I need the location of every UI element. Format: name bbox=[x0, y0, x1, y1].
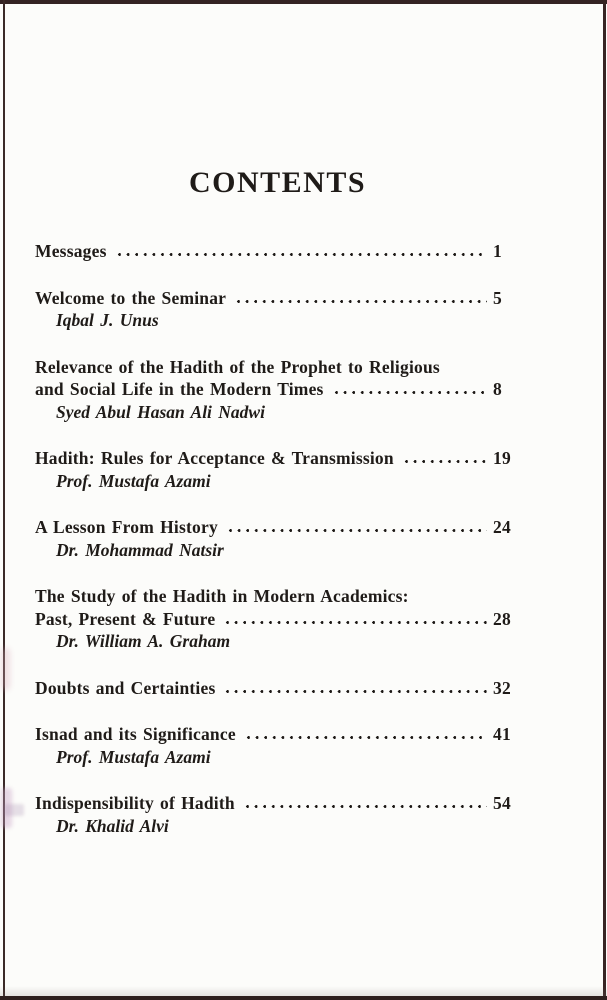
toc-entry-title-line bbox=[35, 287, 520, 310]
toc-entry-title: Hadith: Rules for Acceptance & Transmission bbox=[35, 448, 394, 468]
dotted-leader bbox=[245, 804, 487, 809]
toc-entry-author: Dr. William A. Graham bbox=[56, 631, 231, 651]
toc-entry-title-line bbox=[35, 516, 520, 539]
toc-entry-title: A Lesson From History bbox=[35, 517, 218, 537]
toc-entry-author: Dr. Mohammad Natsir bbox=[56, 539, 224, 560]
toc-entry bbox=[35, 792, 520, 837]
toc-entry-author: Prof. Mustafa Azami bbox=[56, 470, 211, 491]
page-number: 5 bbox=[493, 287, 502, 308]
page-number: 19 bbox=[493, 448, 511, 468]
toc-entry-author: Syed Abul Hasan Ali Nadwi bbox=[56, 401, 265, 422]
toc-entry-title: Messages bbox=[35, 241, 107, 261]
toc-entry bbox=[35, 677, 520, 700]
toc-entry-title-line bbox=[35, 356, 520, 379]
toc-entry-title-line bbox=[35, 585, 520, 608]
scan-artifact bbox=[4, 804, 24, 816]
toc-entry-title: The Study of the Hadith in Modern Academics: bbox=[35, 586, 409, 606]
dotted-leader bbox=[236, 299, 487, 304]
toc-entry-title: Relevance of the Hadith of the Prophet to Religious bbox=[35, 356, 440, 377]
toc-entry bbox=[35, 723, 520, 768]
dotted-leader bbox=[225, 620, 487, 625]
toc-entry-title-line bbox=[35, 608, 520, 631]
toc-entry-author: Prof. Mustafa Azami bbox=[56, 746, 211, 767]
page-number: 54 bbox=[493, 793, 511, 813]
toc-entry-title-line bbox=[35, 447, 520, 470]
dotted-leader bbox=[334, 390, 487, 395]
dotted-leader bbox=[228, 528, 487, 533]
toc-entry-author: Iqbal J. Unus bbox=[56, 310, 159, 330]
toc-entry-title-line bbox=[35, 792, 520, 815]
dotted-leader bbox=[225, 689, 487, 694]
toc-entry bbox=[35, 287, 520, 332]
toc-entry-author: Dr. Khalid Alvi bbox=[56, 815, 169, 836]
dotted-leader bbox=[246, 735, 487, 740]
page-content bbox=[35, 166, 520, 861]
toc-entry bbox=[35, 447, 520, 492]
toc-entry-title: and Social Life in the Modern Times bbox=[35, 379, 324, 399]
toc-entry-title: Isnad and its Significance bbox=[35, 724, 236, 744]
toc-entry-title: Indispensibility of Hadith bbox=[35, 793, 235, 813]
toc-entry-title-line bbox=[35, 378, 520, 401]
table-of-contents bbox=[35, 240, 520, 837]
toc-entry-title: Past, Present & Future bbox=[35, 608, 216, 629]
page-number: 32 bbox=[493, 677, 511, 698]
scan-edge-shadow bbox=[0, 986, 607, 996]
toc-entry bbox=[35, 516, 520, 561]
dotted-leader bbox=[117, 252, 487, 257]
toc-entry-title-line bbox=[35, 240, 520, 263]
page-number: 24 bbox=[493, 517, 511, 537]
toc-entry bbox=[35, 240, 520, 263]
toc-entry-title: Doubts and Certainties bbox=[35, 677, 216, 698]
scan-edge-right bbox=[603, 0, 606, 1000]
scan-edge-left bbox=[3, 0, 5, 1000]
page-number: 28 bbox=[493, 608, 511, 629]
toc-entry bbox=[35, 585, 520, 653]
page-number: 8 bbox=[493, 379, 502, 399]
scan-artifact bbox=[1, 648, 10, 690]
page-number: 41 bbox=[493, 724, 511, 744]
scan-edge-top bbox=[0, 0, 607, 4]
toc-entry-title: Welcome to the Seminar bbox=[35, 287, 227, 308]
toc-entry-title-line bbox=[35, 677, 520, 700]
toc-entry bbox=[35, 356, 520, 424]
scan-edge-bottom bbox=[0, 996, 607, 1000]
page-number: 1 bbox=[493, 241, 502, 261]
page-title: CONTENTS bbox=[188, 166, 367, 199]
dotted-leader bbox=[404, 459, 487, 464]
toc-entry-title-line bbox=[35, 723, 520, 746]
